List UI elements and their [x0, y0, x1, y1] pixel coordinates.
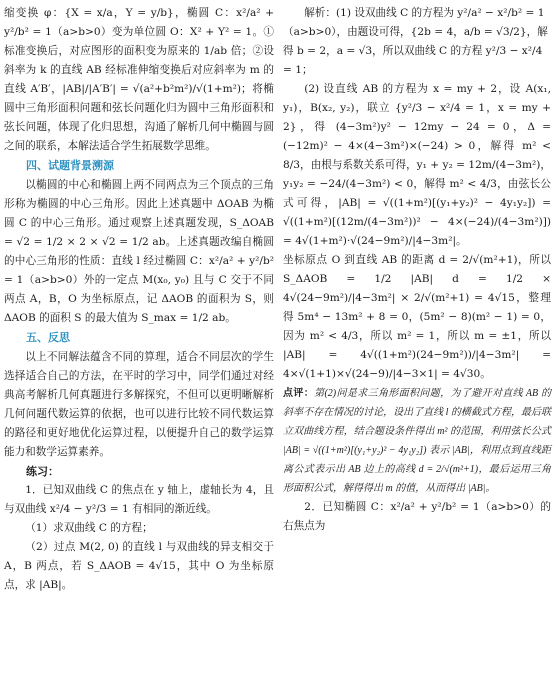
right-column — [283, 4, 551, 536]
section-heading-background: 四、试题背景溯源 — [26, 159, 114, 172]
exercise-heading: 练习： — [26, 465, 59, 478]
scaling-transform-paragraph: 缩变换 φ：{X = x/a，Y = y/b}，椭圆 C：x²/a² + y²/b² = 1（a>b>0）变为单位圆 O：X² + Y² = 1。①标准变换后，对应图形的面积变为原来的 1/ab 倍；②设斜率为 k 的直线 AB 经标准伸缩变换后对应斜率为 m 的直线 A′B′，|AB|/|A′B′| = √(a²+b²m²)/√(1+m²)；将椭圆中三角形面积问题和弦长问题化归为圆中三角形面积和弦长问题，体现了化归思想，沟通了解析几何中椭圆与圆之间的联系，本解法适合学生拓展数学思维。 — [4, 7, 274, 152]
solution-part-1: 解析：(1) 设双曲线 C 的方程为 y²/a² − x²/b² = 1（a>b>0），由题设可得，{2b = 4，a/b = √3/2}，解得 b = 2，a = √3，所以双曲线 C 的方程 y²/3 − x²/4 = 1； — [283, 7, 548, 76]
left-column — [4, 4, 274, 595]
solution-area-computation: 坐标原点 O 到直线 AB 的距离 d = 2/√(m²+1)，所以 S_ΔAOB = 1/2 |AB| d = 1/2 × 4√(24−9m²)/|4−3m²| × 2/√(m²+1) = 4√15，整理得 5m⁴ − 13m² + 8 = 0，(5m² − 8)(m² − 1) = 0，因为 m² < 4/3，所以 m² = 1，所以 m = ±1，所以 |AB| = 4√((1+m²)(24−9m²))/|4−3m²| = 4×√(1+1)×√(24−9)/|4−3×1| = 4√30。 — [283, 254, 551, 380]
solution-part-2: (2) 设直线 AB 的方程为 x = my + 2，设 A(x₁, y₁)，B(x₂, y₂)，联立 {y²/3 − x²/4 = 1，x = my + 2}，得 (4−3m²)y² − 12my − 24 = 0，Δ = (−12m)² − 4×(4−3m²)×(−24) > 0，解得 m² < 8/3，由根与系数关系可得，y₁ + y₂ = 12m/(4−3m²)，y₁y₂ = −24/(4−3m²) < 0，解得 m² < 4/3，由弦长公式可得，|AB| = √((1+m²)[(y₁+y₂)² − 4y₁y₂]) = √((1+m²)[(12m/(4−3m²))² − 4×(−24)/(4−3m²)]) = 4√(1+m²)·√(24−9m²)/|4−3m²|。 — [283, 83, 551, 247]
commentary-paragraph — [283, 384, 551, 498]
section-heading-reflection: 五、反思 — [26, 331, 70, 344]
exercise-1-part-1: （1）求双曲线 C 的方程； — [25, 522, 153, 534]
commentary-text: 第(2)问是求三角形面积问题，为了避开对直线 AB 的斜率不存在情况的讨论，设出了直线 l 的横截式方程，最后联立双曲线方程，结合题设条件得出 m² 的范围，利用弦长公式 |AB| = √((1+m²)[(y₁+y₂)² − 4y₁y₂]) 表示 |AB|，利用点到直线距离公式表示出 AB 边上的高线 d = 2/√(m²+1)，最后运用三角形面积公式，解得得出 m 的值，从而得出 |AB|。 — [283, 388, 551, 494]
exercise-1-part-2: （2）过点 M(2, 0) 的直线 l 与双曲线的异支相交于 A，B 两点，若 S_ΔAOB = 4√15，其中 O 为坐标原点，求 |AB|。 — [4, 541, 274, 591]
exercise-2-statement: 2．已知椭圆 C：x²/a² + y²/b² = 1（a>b>0）的右焦点为 — [283, 501, 551, 532]
exercise-1-statement: 1．已知双曲线 C 的焦点在 y 轴上，虚轴长为 4，且与双曲线 x²/4 − y²/3 = 1 有相同的渐近线。 — [4, 484, 274, 515]
commentary-label: 点评： — [283, 388, 315, 399]
center-triangle-paragraph: 以椭圆的中心和椭圆上两不同两点为三个顶点的三角形称为椭圆的中心三角形。因此上述真题中 ΔOAB 为椭圆 C 的中心三角形。通过观察上述真题发现，S_ΔOAB = √2 = 1/2 × 2 × √2 = 1/2 ab。上述真题改编自椭圆的中心三角形的性质：直线 l 经过椭圆 C：x²/a² + y²/b² = 1（a>b>0）外的一定点 M(x₀, y₀) 且与 C 交于不同两点 A，B，O 为坐标原点，记 ΔAOB 的面积为 S，则 ΔAOB 的面积 S 的最大值为 S_max = 1/2 ab。 — [4, 179, 274, 324]
reflection-paragraph: 以上不同解法蕴含不同的算理，适合不同层次的学生选择适合自己的方法，在平时的学习中，同学们通过对经典高考解析几何真题进行多解探究，不但可以更明晰解析几何问题代数运算的依据，也可以进行比较不同代数运算的路径和更好地优化运算过程，以便提升自己的数学运算能力和数学运算素养。 — [4, 351, 274, 458]
